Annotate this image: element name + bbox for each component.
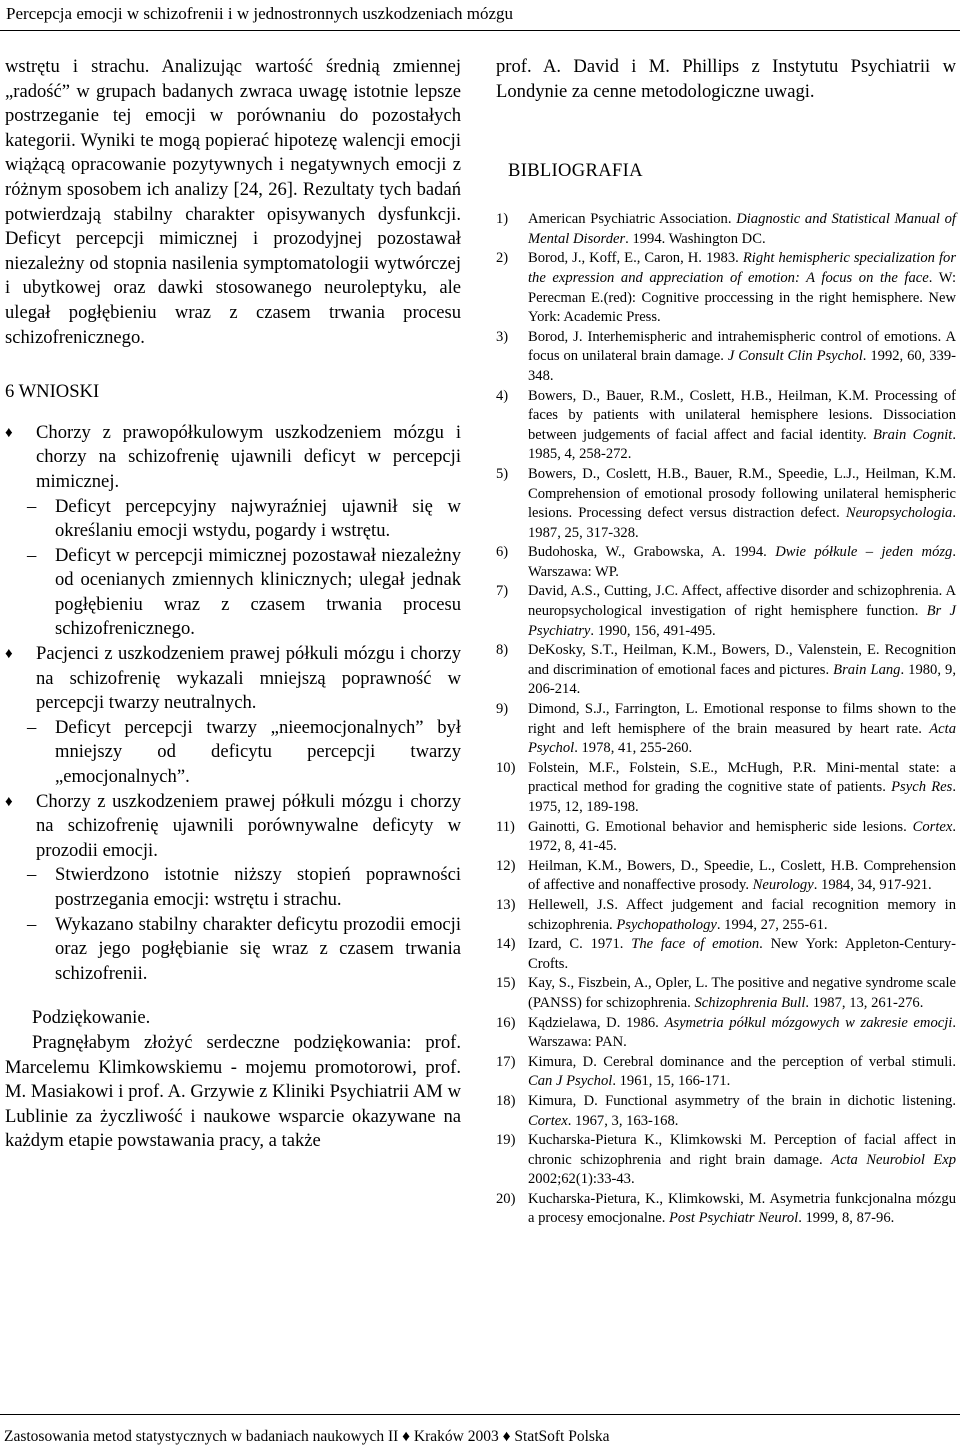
reference-title: Brain Lang — [833, 661, 901, 678]
reference-title: Brain Cognit — [873, 426, 953, 443]
reference-authors: Borod, J. Interhemispheric and intrahemispheric control of emotions. A focus on unilateral brain damage. — [528, 328, 956, 365]
reference-item — [496, 1190, 956, 1229]
reference-authors: DeKosky, S.T., Heilman, K.M., Bowers, D., Valenstein, E. Recognition and discrimination of emotional faces and pictures. — [528, 642, 956, 678]
reference-item — [496, 974, 956, 1013]
sub-item-text: Stwierdzono istotnie niższy stopień poprawności postrzegania emocji: wstrętu i strachu. — [55, 864, 461, 910]
reference-item — [496, 1131, 956, 1190]
reference-title: Cortex — [528, 1112, 568, 1129]
reference-details: . 1984, 34, 917-921. — [813, 877, 932, 894]
sub-item — [5, 863, 461, 912]
page-header — [0, 0, 960, 34]
diamond-bullet-icon: ♦ — [5, 424, 13, 441]
reference-number: 18) — [496, 1092, 516, 1109]
dash-bullet-icon: – — [27, 913, 37, 935]
diamond-bullet-icon: ♦ — [5, 646, 13, 663]
sub-item-text: Wykazano stabilny charakter deficytu prozodii emocji oraz jego pogłębianie się wraz z czasem trwania schizofrenii. — [55, 913, 461, 984]
reference-authors: Izard, C. 1971. — [528, 936, 632, 953]
conclusion-text: Pacjenci z uszkodzeniem prawej półkuli mózgu i chorzy na schizofrenię wykazali mniejszą poprawność w percepcji twarzy neutralnych. — [36, 643, 461, 714]
sub-item — [5, 913, 461, 987]
reference-item — [496, 249, 956, 327]
reference-number: 11) — [496, 818, 515, 835]
reference-item — [496, 465, 956, 543]
header-rule — [0, 30, 960, 31]
reference-title: Schizophrenia Bull — [694, 994, 806, 1011]
footer-text: Zastosowania metod statystycznych w badaniach naukowych II ♦ Kraków 2003 ♦ StatSoft Polska — [4, 1428, 610, 1445]
conclusion-item — [5, 642, 461, 790]
right-column — [496, 55, 956, 1229]
dash-bullet-icon: – — [27, 716, 37, 738]
dash-bullet-icon: – — [27, 495, 37, 517]
running-title: Percepcja emocji w schizofrenii i w jednostronnych uszkodzeniach mózgu — [6, 4, 513, 23]
reference-title: Right hemispheric specialization for the expression and appreciation of emotion: A focus on the face — [528, 250, 956, 286]
reference-authors: Dimond, S.J., Farrington, L. Emotional response to films shown to the right and left hemisphere of the brain measured by heart rate. — [528, 701, 956, 737]
reference-number: 8) — [496, 642, 509, 659]
reference-authors: Bowers, D., Bauer, R.M., Coslett, H.B., Heilman, K.M. Processing of faces by patients with unilateral hemisphere lesions. Dissociation between judgements of facial affect and facial identity. — [528, 387, 956, 443]
reference-number: 15) — [496, 975, 516, 992]
reference-number: 10) — [496, 759, 516, 776]
reference-item — [496, 1014, 956, 1053]
reference-details: . Warszawa: PAN. — [528, 1014, 956, 1051]
reference-details: . 1994, 27, 255-61. — [716, 916, 828, 933]
reference-title: Can J Psychol — [528, 1073, 613, 1090]
sub-list — [27, 716, 461, 790]
conclusion-text: Chorzy z prawopółkulowym uszkodzeniem mózgu i chorzy na schizofrenię ujawnili deficyt w percepcji mimicznej. — [36, 421, 461, 492]
reference-details: . 1985, 4, 258-272. — [528, 426, 957, 463]
reference-authors: Kucharska-Pietura K., Klimkowski M. Perception of facial affect in chronic schizophrenia and right brain damage. — [528, 1132, 956, 1168]
acknowledgement-continuation: prof. A. David i M. Phillips z Instytutu Psychiatrii w Londynie za cenne metodologiczne uwagi. — [496, 56, 956, 102]
reference-number: 2) — [496, 250, 509, 267]
sub-item-text: Deficyt percepcyjny najwyraźniej ujawnił się w określaniu emocji wstydu, pogardy i wstrętu. — [55, 495, 461, 542]
footer-rule — [0, 1414, 960, 1415]
reference-title: Dwie półkule – jeden mózg — [775, 544, 953, 561]
acknowledgement-title: Podziękowanie. — [32, 1007, 151, 1029]
sub-list — [27, 495, 461, 643]
conclusion-paragraph: wstrętu i strachu. Analizując wartość średnią zmiennej „radość” w grupach badanych zwraca uwagę istotnie lepsze postrzeganie tej emocji w porównaniu do pozostałych kategorii. Wyniki te mogą popierać hipotezę walencji emocji wiążącą opracowanie pozytywnych i negatywnych emocji z różnym sposobem ich analizy [24, 26]. Rezultaty tych badań potwierdzają stabilny charakter opisywanych dysfunkcji. Deficyt percepcji mimicznej i prozodyjnej pozostawał niezależny od stopnia nasilenia symptomatologii wytwórczej i ubytkowej oraz dawki stosowanego neuroleptyku, ale ulegał pogłębieniu wraz z czasem trwania procesu schizofrenicznego. — [5, 56, 461, 348]
reference-number: 1) — [496, 211, 509, 228]
reference-authors: Bowers, D., Coslett, H.B., Bauer, R.M., Speedie, L.J., Heilman, K.M. Comprehension of emotional prosody following unilateral hemispheric lesions. Processing defect versus distraction defect. — [528, 465, 956, 522]
reference-item — [496, 641, 956, 700]
reference-title: Cortex — [912, 818, 953, 835]
reference-details: . 1961, 15, 166-171. — [612, 1073, 731, 1090]
reference-authors: Kądzielawa, D. 1986. — [528, 1014, 665, 1031]
dash-bullet-icon: – — [27, 864, 37, 886]
conclusion-item — [5, 790, 461, 987]
reference-number: 6) — [496, 544, 509, 561]
reference-item — [496, 1053, 956, 1092]
reference-number: 9) — [496, 701, 509, 718]
reference-title: Post Psychiatr Neurol — [669, 1210, 799, 1227]
reference-item — [496, 328, 956, 387]
reference-title: Neurology — [752, 877, 814, 894]
reference-item — [496, 1092, 956, 1131]
reference-item — [496, 387, 956, 465]
reference-number: 4) — [496, 387, 509, 404]
reference-item — [496, 543, 956, 582]
reference-authors: American Psychiatric Association. — [528, 211, 737, 228]
sub-item — [5, 716, 461, 790]
reference-details: . 1992, 60, 339-348. — [528, 348, 956, 384]
reference-details: . 1978, 41, 255-260. — [574, 740, 693, 757]
reference-number: 20) — [496, 1190, 516, 1207]
reference-number: 5) — [496, 465, 509, 482]
reference-authors: Heilman, K.M., Bowers, D., Speedie, L., Coslett, H.B. Comprehension of affective and nonaffective prosody. — [528, 857, 956, 894]
sub-item-text: Deficyt percepcji twarzy „nieemocjonalnych” był mniejszy od deficytu percepcji twarzy „emocjonalnych”. — [55, 716, 461, 788]
reference-number: 16) — [496, 1014, 516, 1031]
reference-authors: Kimura, D. Cerebral dominance and the perception of verbal stimuli. — [528, 1053, 956, 1070]
reference-item — [496, 210, 956, 249]
reference-details: . 1987, 25, 317-328. — [528, 505, 956, 541]
reference-details: . 1972, 8, 41-45. — [528, 818, 956, 855]
reference-title: Acta Psychol — [528, 720, 956, 757]
reference-details: . 1994. Washington DC. — [625, 230, 766, 247]
reference-item — [496, 935, 956, 974]
left-column — [5, 55, 461, 1154]
reference-authors: Borod, J., Koff, E., Caron, H. 1983. — [528, 250, 743, 267]
reference-authors: Gainotti, G. Emotional behavior and hemispheric side lesions. — [528, 818, 913, 835]
reference-details: 2002;62(1):33-43. — [528, 1171, 635, 1188]
sub-list — [27, 863, 461, 986]
acknowledgement-text: Pragnęłabym złożyć serdeczne podziękowania: prof. Marcelemu Klimkowskiemu - mojemu promotorowi, prof. M. Masiakowi i prof. A. Grzywie z Kliniki Psychiatrii AM w Lublinie za życzliwość i naukowe wsparcie okazywane na każdym etapie powstawania pracy, a także — [5, 1031, 461, 1152]
reference-details: . 1975, 12, 189-198. — [528, 779, 956, 815]
sub-item — [5, 495, 461, 544]
reference-title: Acta Neurobiol Exp — [831, 1151, 957, 1168]
conclusion-item — [5, 421, 461, 642]
sub-item-text: Deficyt w percepcji mimicznej pozostawał niezależny od ocenianych zmiennych klinicznych; ulegał jednak pogłębieniu wraz z czasem trwania procesu schizofrenicznego. — [55, 544, 461, 640]
reference-title: Br J Psychiatry — [528, 603, 956, 639]
reference-authors: Kay, S., Fiszbein, A., Opler, L. The positive and negative syndrome scale (PANSS) for schizophrenia. — [528, 975, 956, 1011]
conclusion-text: Chorzy z uszkodzeniem prawej półkuli mózgu i chorzy na schizofrenię ujawnili porównywalne deficyty w prozodii emocji. — [36, 790, 461, 861]
reference-authors: Kimura, D. Functional asymmetry of the brain in dichotic listening. — [528, 1092, 956, 1109]
dash-bullet-icon: – — [27, 544, 37, 566]
reference-list — [496, 210, 956, 1229]
reference-title: The face of emotion — [631, 936, 760, 953]
reference-details: . Warszawa: WP. — [528, 544, 956, 580]
reference-number: 3) — [496, 328, 509, 345]
reference-details: . 1999, 8, 87-96. — [798, 1210, 895, 1227]
reference-number: 7) — [496, 583, 509, 600]
reference-item — [496, 857, 956, 896]
diamond-bullet-icon: ♦ — [5, 793, 13, 810]
reference-title: J Consult Clin Psychol — [727, 348, 863, 365]
reference-authors: Budohoska, W., Grabowska, A. 1994. — [528, 544, 776, 561]
reference-number: 13) — [496, 896, 516, 913]
reference-item — [496, 700, 956, 759]
reference-authors: Kucharska-Pietura, K., Klimkowski, M. Asymetria funkcjonalna mózgu a procesy emocjonalne. — [528, 1190, 956, 1227]
section-heading: 6 WNIOSKI — [5, 381, 100, 403]
reference-details: . 1980, 9, 206-214. — [528, 661, 957, 698]
reference-item — [496, 759, 956, 818]
sub-item — [5, 544, 461, 642]
reference-item — [496, 818, 956, 857]
reference-details: . 1990, 156, 491-495. — [590, 622, 716, 639]
reference-number: 19) — [496, 1132, 516, 1149]
reference-authors: Folstein, M.F., Folstein, S.E., McHugh, P.R. Mini-mental state: a practical method for grading the cognitive state of patients. — [528, 759, 956, 796]
reference-number: 14) — [496, 936, 516, 953]
reference-title: Diagnostic and Statistical Manual of Mental Disorder — [528, 211, 956, 247]
bibliography-heading: BIBLIOGRAFIA — [508, 160, 643, 182]
reference-authors: Hellewell, J.S. Affect judgement and facial recognition memory in schizophrenia. — [528, 896, 956, 933]
reference-title: Psychopathology — [616, 916, 717, 933]
acknowledgement — [5, 1006, 461, 1154]
reference-title: Neuropsychologia — [845, 505, 953, 522]
reference-item — [496, 896, 956, 935]
reference-number: 12) — [496, 857, 516, 874]
reference-details: . New York: Appleton-Century-Crofts. — [528, 936, 956, 972]
reference-title: Psych Res — [891, 779, 953, 796]
reference-details: . 1987, 13, 261-276. — [805, 994, 924, 1011]
reference-title: Asymetria półkul mózgowych w zakresie emocji — [664, 1014, 953, 1031]
reference-number: 17) — [496, 1053, 516, 1070]
reference-item — [496, 582, 956, 641]
conclusions-list — [5, 421, 461, 987]
reference-details: . W: Perecman E.(red): Cognitive proccessing in the right hemisphere. New York: Academic Press. — [528, 269, 957, 326]
reference-details: . 1967, 3, 163-168. — [567, 1112, 679, 1129]
reference-authors: David, A.S., Cutting, J.C. Affect, affective disorder and schizophrenia. A neuropsychological investigation of right hemisphere function. — [528, 583, 956, 620]
